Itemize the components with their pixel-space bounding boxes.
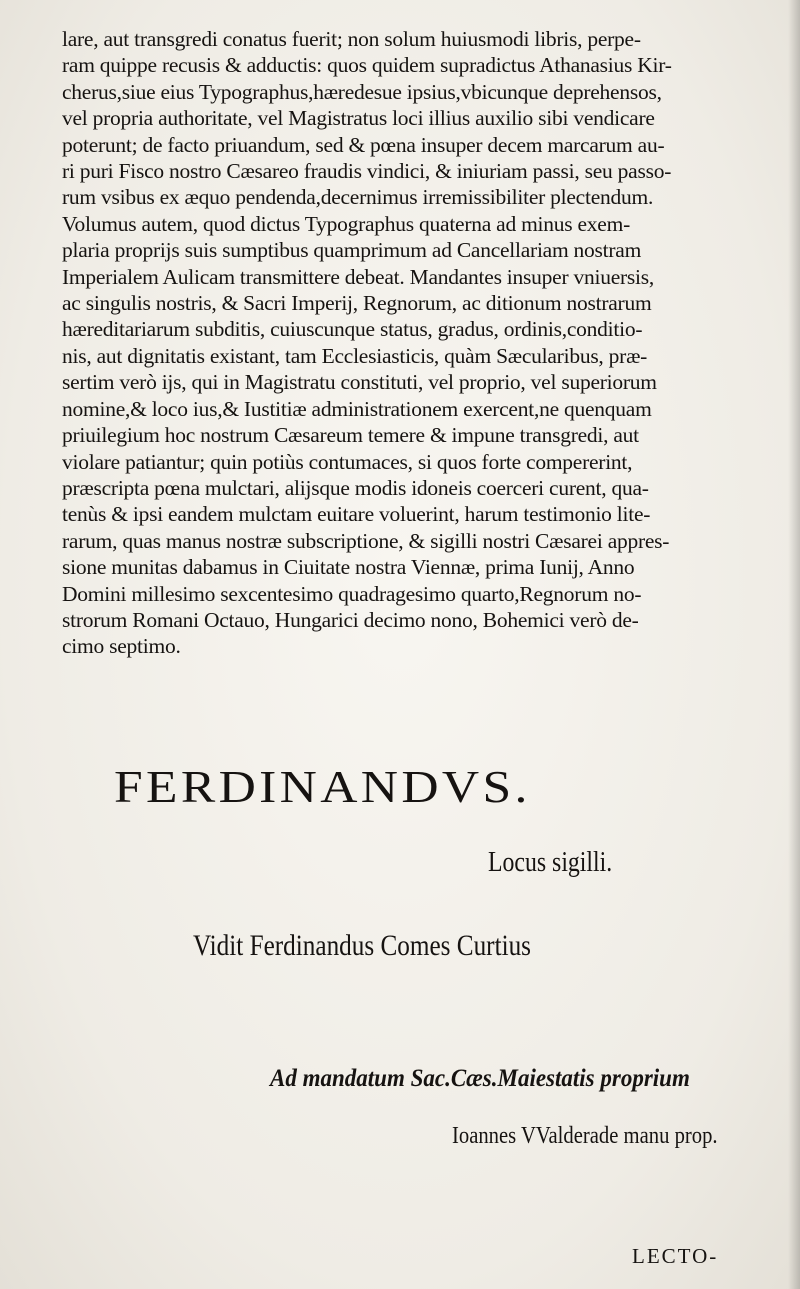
text-line: præscripta pœna mulctari, alijsque modis idoneis coerceri curent, qua- (62, 475, 649, 500)
text-line: strorum Romani Octauo, Hungarici decimo nono, Bohemici verò de- (62, 607, 639, 632)
text-line: sione munitas dabamus in Ciuitate nostra Viennæ, prima Iunij, Anno (62, 555, 635, 580)
text-line: ram quippe recusis & adductis: quos quidem supradictus Athanasius Kir- (62, 53, 672, 78)
text-line: violare patiantur; quin potiùs contumaces, si quos forte compererint, (62, 449, 633, 474)
signature-ferdinandus: FERDINANDVS. (114, 761, 531, 812)
text-line: nomine,& loco ius,& Iustitiæ administrationem exercent,ne quenquam (62, 396, 652, 421)
page-edge-shadow (788, 0, 800, 1289)
text-line: lare, aut transgredi conatus fuerit; non solum huiusmodi libris, perpe- (62, 27, 641, 51)
text-line: sertim verò ijs, qui in Magistratu constituti, vel proprio, vel superiorum (62, 370, 657, 395)
text-line: hæreditariarum subditis, cuiuscunque status, gradus, ordinis,conditio- (62, 317, 643, 342)
text-line: cherus,siue eius Typographus,hæredesue ipsius,vbicunque deprehensos, (62, 79, 662, 104)
mandatum-line: Ad mandatum Sac.Cæs.Maiestatis proprium (270, 1065, 690, 1092)
catchword: LECTO- (632, 1244, 719, 1268)
text-line: ac singulis nostris, & Sacri Imperij, Regnorum, ac ditionum nostrarum (62, 291, 652, 316)
vidit-line: Vidit Ferdinandus Comes Curtius (193, 929, 531, 962)
text-line: Domini millesimo sexcentesimo quadragesimo quarto,Regnorum no- (62, 581, 642, 606)
text-line: ri puri Fisco nostro Cæsareo fraudis vindici, & iniuriam passi, seu passo- (62, 159, 672, 184)
text-line: cimo septimo. (62, 634, 181, 659)
text-line: poterunt; de facto priuandum, sed & pœna insuper decem marcarum au- (62, 132, 665, 157)
text-line: priuilegium hoc nostrum Cæsareum temere & impune transgredi, aut (62, 423, 639, 448)
seal-place: Locus sigilli. (488, 846, 613, 878)
text-line: vel propria authoritate, vel Magistratus loci illius auxilio sibi vendicare (62, 106, 655, 131)
secretary-line: Ioannes VValderade manu prop. (452, 1123, 718, 1149)
text-line: nis, aut dignitatis existant, tam Ecclesiasticis, quàm Sæcularibus, præ- (62, 343, 648, 368)
privilege-text (62, 26, 770, 660)
text-line: rum vsibus ex æquo pendenda,decernimus irremissibiliter plectendum. (62, 185, 654, 210)
text-line: tenùs & ipsi eandem mulctam euitare voluerint, harum testimonio lite- (62, 502, 651, 527)
text-line: rarum, quas manus nostræ subscriptione, & sigilli nostri Cæsarei appres- (62, 528, 670, 553)
text-line: Imperialem Aulicam transmittere debeat. Mandantes insuper vniuersis, (62, 264, 654, 289)
text-line: plaria proprijs suis sumptibus quamprimum ad Cancellariam nostram (62, 238, 642, 263)
text-line: Volumus autem, quod dictus Typographus quaterna ad minus exem- (62, 211, 630, 236)
